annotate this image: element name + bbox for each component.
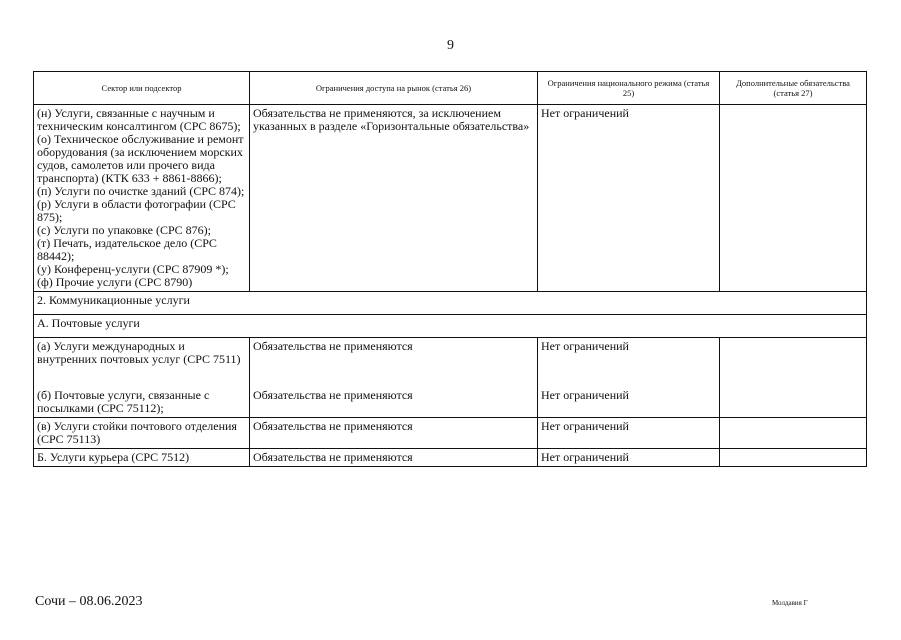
national-treatment-cell: Нет ограничений [538,418,720,449]
national-treatment-value: Нет ограничений [541,388,629,402]
table-row [34,105,867,292]
header-additional: Дополнительные обязательства (статья 27) [720,72,867,105]
national-treatment-cell: Нет ограничений [538,105,720,292]
sector-item: (ф) Прочие услуги (CPC 8790) [37,275,193,289]
section-postal: А. Почтовые услуги [34,315,867,338]
national-treatment-cell [538,338,720,418]
national-treatment-value: Нет ограничений [541,339,629,353]
header-national-treatment: Ограничения национального режима (статья 25) [538,72,720,105]
sector-item: (н) Услуги, связанные с научным и техническим консалтингом (CPC 8675); [37,106,241,133]
footer-place-date: Сочи – 08.06.2023 [35,594,143,609]
sector-item: (б) Почтовые услуги, связанные с посылками (CPC 75112); [37,388,210,415]
sector-item: (т) Печать, издательское дело (CPC 88442); [37,236,217,263]
table-row [34,449,867,467]
sector-item: (у) Конференц-услуги (CPC 87909 *); [37,262,229,276]
sector-item: (п) Услуги по очистке зданий (CPC 874); [37,184,245,198]
sector-item: (р) Услуги в области фотографии (CPC 875); [37,197,236,224]
sector-cell: (в) Услуги стойки почтового отделения (CPC 75113) [34,418,250,449]
page-number: 9 [447,38,454,53]
sector-cell [34,338,250,418]
sector-item: (о) Техническое обслуживание и ремонт оборудования (за исключением морских судов, самолетов или прочего вида транспорта) (КТК 633 + 8861-8866); [37,132,244,185]
sector-item: (с) Услуги по упаковке (CPC 876); [37,223,211,237]
table-row [34,338,867,418]
additional-cell [720,105,867,292]
market-access-cell: Обязательства не применяются [250,418,538,449]
sector-cell: Б. Услуги курьера (CPC 7512) [34,449,250,467]
additional-cell [720,338,867,418]
market-access-cell: Обязательства не применяются, за исключением указанных в разделе «Горизонтальные обязательства» [250,105,538,292]
market-access-value: Обязательства не применяются [253,339,413,353]
sector-cell [34,105,250,292]
footer-signature: Молдавия Г [772,599,808,607]
section-row [34,315,867,338]
section-communications: 2. Коммуникационные услуги [34,292,867,315]
national-treatment-cell: Нет ограничений [538,449,720,467]
table-header-row [34,72,867,105]
additional-cell [720,449,867,467]
table-row [34,418,867,449]
sector-item: (а) Услуги международных и внутренних почтовых услуг (CPC 7511) [37,339,241,366]
additional-cell [720,418,867,449]
section-row [34,292,867,315]
commitments-table [33,71,867,467]
header-market-access: Ограничения доступа на рынок (статья 26) [250,72,538,105]
header-sector: Сектор или подсектор [34,72,250,105]
market-access-cell: Обязательства не применяются [250,449,538,467]
market-access-value: Обязательства не применяются [253,388,413,402]
market-access-cell [250,338,538,418]
